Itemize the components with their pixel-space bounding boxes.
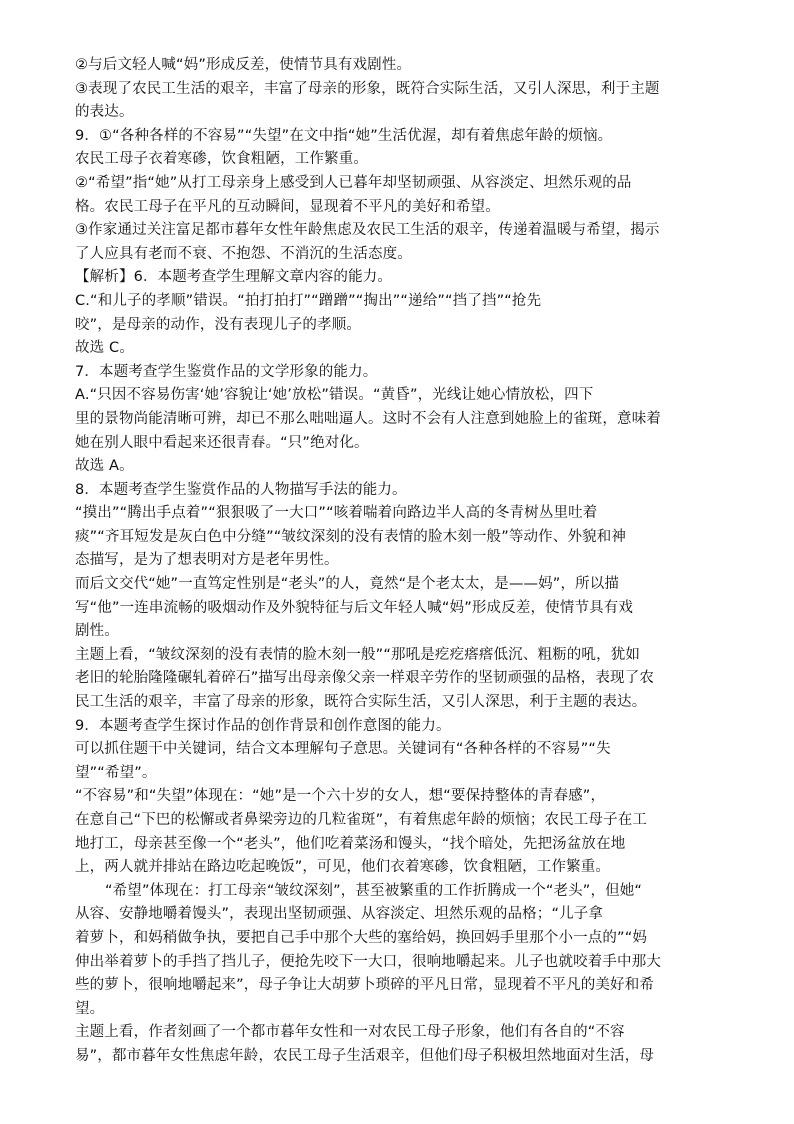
text-line: 她在别人眼中看起来还很青春。“只”绝对化。 xyxy=(75,434,369,451)
text-line: C.“和儿子的孝顺”错误。“拍打拍打”“蹭蹭”“掏出”“递给”“挡了挡”“抢先 xyxy=(75,292,542,309)
text-line: 主题上看，作者刻画了一个都市暮年女性和一对农民工母子形象，他们有各自的“不容 xyxy=(75,1024,625,1041)
text-line: ②与后文轻人喊“妈”形成反差，使情节具有戏剧性。 xyxy=(75,57,412,73)
text-line: 农民工母子衣着寒碜，饮食粗陋，工作繁重。 xyxy=(75,151,368,168)
text-line: 9．①“各种各样的不容易”“失望”在文中指“她”生活优渥，却有着焦虑年龄的烦恼。 xyxy=(75,127,613,144)
text-line: “不容易”和“失望”体现在：“她”是一个六十岁的女人，想“要保持整体的青春感”， xyxy=(75,788,606,805)
text-line: 易”，都市暮年女性焦虑年龄，农民工母子生活艰辛，但他们母子积极坦然地面对生活，母 xyxy=(75,1047,655,1064)
text-line: 格。农民工母子在平凡的互动瞬间，显现着不平凡的美好和希望。 xyxy=(75,198,500,215)
text-line: 老旧的轮胎隆隆碾轧着碎石”描写出母亲像父亲一样艰辛劳作的坚韧顽强的品格，表现了农 xyxy=(75,670,655,687)
text-line: 上，两人就并排站在路边吃起晚饭”，可见，他们衣着寒碜，饮食粗陋，工作繁重。 xyxy=(75,859,611,876)
text-line: 痰”“齐耳短发是灰白色中分缝”“皱纹深刻的没有表情的脸木刻一般”等动作、外貌和神 xyxy=(75,528,627,545)
text-line: 态描写，是为了想表明对方是老年男性。 xyxy=(75,552,339,569)
text-line: 了人应具有老而不衰、不抱怨、不消沉的生活态度。 xyxy=(75,245,412,262)
text-line: 望”“希望”。 xyxy=(75,764,157,781)
text-line: ③作家通过关注富足都市暮年女性年龄焦虑及农民工生活的艰辛，传递着温暖与希望，揭示 xyxy=(75,222,660,239)
text-line: 里的景物尚能清晰可辨，却已不那么咄咄逼人。这时不会有人注意到她脸上的雀斑，意味着 xyxy=(75,410,661,427)
answer-analysis-text xyxy=(75,54,723,1069)
text-line: 故选 A。 xyxy=(75,458,134,475)
text-line: 写“他”一连串流畅的吸烟动作及外貌特征与后文年轻人喊“妈”形成反差，使情节具有戏 xyxy=(75,599,634,616)
text-line: 地打工，母亲甚至像一个“老头”，他们吃着菜汤和馒头，“找个暗处，先把汤盆放在地 xyxy=(75,835,626,852)
text-line: A.“只因不容易伤害‘她’容貌让‘她’放松”错误。“黄昏”，光线让她心情放松，四下 xyxy=(75,387,594,404)
text-line: 主题上看，“皱纹深刻的没有表情的脸木刻一般”“那吼是疙疙瘩瘩低沉、粗粝的吼，犹如 xyxy=(75,646,641,663)
text-line: ③表现了农民工生活的艰辛，丰富了母亲的形象，既符合实际生活，又引人深思，利于主题 xyxy=(75,80,660,97)
text-line: 着萝卜，和妈稍做争执，要把自己手中那个大些的塞给妈，换回妈手里那个小一点的”“妈 xyxy=(75,929,648,946)
text-line: 【解析】6．本题考查学生理解文章内容的能力。 xyxy=(75,269,393,286)
text-line: 8．本题考查学生鉴赏作品的人物描写手法的能力。 xyxy=(75,481,407,498)
text-line: 从容、安静地嚼着馒头”，表现出坚韧顽强、从容淡定、坦然乐观的品格；“儿子拿 xyxy=(75,906,604,923)
text-line: ②“希望”指“她”从打工母亲身上感受到人已暮年却坚韧顽强、从容淡定、坦然乐观的品 xyxy=(75,174,632,191)
text-line: 望。 xyxy=(75,1000,105,1017)
text-line: 剧性。 xyxy=(75,623,119,640)
text-line: 7．本题考查学生鉴赏作品的文学形象的能力。 xyxy=(75,363,378,380)
text-line: “希望”体现在：打工母亲“皱纹深刻”，甚至被繁重的工作折腾成一个“老头”，但她“ xyxy=(105,882,643,899)
text-line: 可以抓住题干中关键词，结合文本理解句子意思。关键词有“各种各样的不容易”“失 xyxy=(75,741,611,758)
text-line: 的表达。 xyxy=(75,104,134,121)
text-line: 咬”，是母亲的动作，没有表现儿子的孝顺。 xyxy=(75,316,362,333)
text-line: “摸出”“腾出手点着”“狠狠吸了一大口”“咳着喘着向路边半人高的冬青树丛里吐着 xyxy=(75,505,598,522)
text-line: 在意自己“下巴的松懈或者鼻梁旁边的几粒雀斑”，有着焦虑年龄的烦恼；农民工母子在工 xyxy=(75,812,648,828)
text-line: 9．本题考查学生探讨作品的创作背景和创作意图的能力。 xyxy=(75,717,451,734)
text-line: 故选 C。 xyxy=(75,340,134,357)
text-line: 伸出举着萝卜的手挡了挡儿子，便抢先咬下一大口，很响地嚼起来。儿子也就咬着手中那大 xyxy=(75,953,661,970)
text-line: 些的萝卜，很响地嚼起来”，母子争让大胡萝卜琐碎的平凡日常，显现着不平凡的美好和希 xyxy=(75,977,655,994)
text-line: 而后文交代“她”一直笃定性别是“老头”的人，竟然“是个老太太，是——妈”，所以描 xyxy=(75,576,620,593)
text-line: 民工生活的艰辛，丰富了母亲的形象，既符合实际生活，又引人深思，利于主题的表达。 xyxy=(75,694,647,711)
